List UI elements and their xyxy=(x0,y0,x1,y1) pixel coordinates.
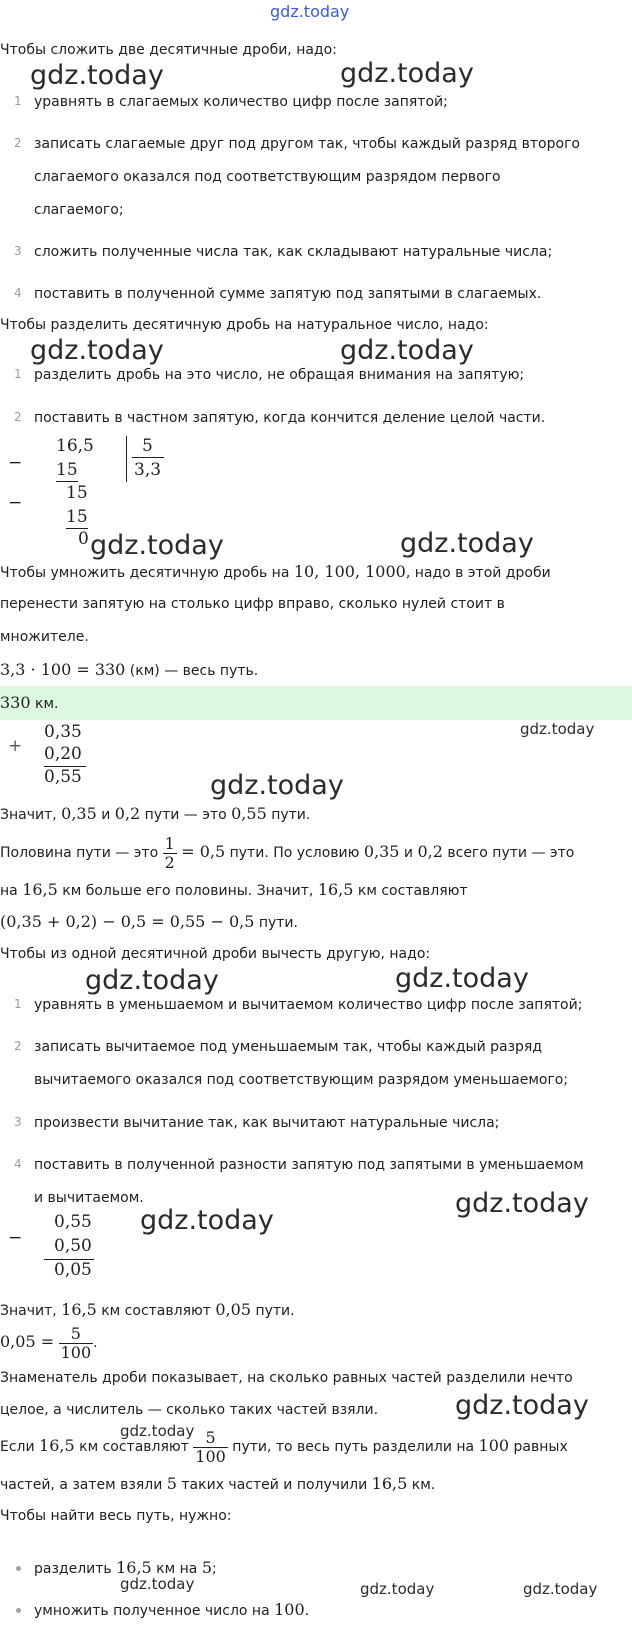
subtrahend: 0,50 xyxy=(54,1236,92,1256)
watermark: gdz.today xyxy=(523,1580,598,1598)
watermark: gdz.today xyxy=(120,1575,195,1593)
watermark: gdz.today xyxy=(30,60,164,91)
watermark: gdz.today xyxy=(340,335,474,366)
watermark: gdz.today xyxy=(90,530,224,561)
division-bar xyxy=(126,436,127,482)
list-number: 3 xyxy=(14,244,22,258)
text-line: Значит, 0,35 и 0,2 пути — это 0,55 пути. xyxy=(0,804,311,823)
subtrahend: 15 xyxy=(56,460,78,480)
text-line: 0,05 = $\frac{5}{100}$ . xyxy=(0,1323,98,1360)
watermark: gdz.today xyxy=(520,720,595,738)
minus-sign: − xyxy=(8,1228,23,1248)
text-line: Значит, 16,5 км составляют 0,05 пути. xyxy=(0,1300,295,1319)
minus-sign: − xyxy=(8,493,23,513)
list-number: 1 xyxy=(14,94,22,108)
sub-rule-intro: Чтобы из одной десятичной дроби вычесть другую, надо: xyxy=(0,946,431,962)
list-number: 4 xyxy=(14,1157,22,1171)
text-line: на 16,5 км больше его половины. Значит, 16,5 км составляют xyxy=(0,880,468,899)
div-rule-intro: Чтобы разделить десятичную дробь на натуральное число, надо: xyxy=(0,317,489,333)
text-line: (0,35 + 0,2) − 0,5 = 0,55 − 0,5 пути. xyxy=(0,912,298,931)
list-number: 1 xyxy=(14,367,22,381)
text-line: частей, а затем взяли 5 таких частей и получили 16,5 км. xyxy=(0,1474,436,1493)
divisor-line xyxy=(132,457,164,458)
fraction: $\frac{5}{100}$ xyxy=(195,1427,226,1466)
watermark: gdz.today xyxy=(210,770,344,801)
mul-rule-line: Чтобы умножить десятичную дробь на 10, 100, 1000, надо в этой дроби xyxy=(0,562,551,581)
text-line: Знаменатель дроби показывает, на сколько равных частей разделили нечто xyxy=(0,1370,573,1386)
add-rule-intro: Чтобы сложить две десятичные дроби, надо: xyxy=(0,42,337,58)
fraction: $\frac{5}{100}$ xyxy=(60,1323,92,1360)
list-number: 4 xyxy=(14,286,22,300)
watermark: gdz.today xyxy=(120,1422,195,1440)
remainder: 15 xyxy=(66,483,88,503)
text-line: Половина пути — это $\frac{1}{2}$ = 0,5 пути. По условию 0,35 и 0,2 всего пути — это xyxy=(0,833,575,872)
mul-rule-line: перенести запятую на столько цифр вправо, сколько нулей стоит в xyxy=(0,596,505,612)
difference: 0,05 xyxy=(54,1260,92,1280)
column-addition xyxy=(0,722,120,792)
watermark: gdz.today xyxy=(85,965,219,996)
watermark: gdz.today xyxy=(455,1188,589,1219)
list-number: 2 xyxy=(14,410,22,424)
dividend: 16,5 xyxy=(56,436,94,456)
watermark: gdz.today xyxy=(455,1390,589,1421)
column-subtraction xyxy=(0,1212,140,1282)
text-line: Чтобы найти весь путь, нужно: xyxy=(0,1508,232,1524)
addend: 0,20 xyxy=(44,744,82,764)
minuend: 0,55 xyxy=(54,1212,92,1232)
answer-text: 330 км. xyxy=(0,693,59,712)
calculation: 3,3 · 100 = 330 (км) — весь путь. xyxy=(0,660,259,679)
divisor: 5 xyxy=(142,436,153,456)
plus-sign: + xyxy=(8,736,23,756)
remainder: 0 xyxy=(78,529,89,549)
text-line: Если 16,5 км составляют $\frac{5}{100}$ пути, то весь путь разделили на 100 равных xyxy=(0,1427,568,1466)
list-number: 1 xyxy=(14,997,22,1011)
watermark: gdz.today xyxy=(30,335,164,366)
answer-box xyxy=(0,686,632,720)
bullet xyxy=(16,1608,21,1613)
subtrahend: 15 xyxy=(66,507,88,527)
fraction: $\frac{1}{2}$ xyxy=(164,833,175,872)
bullet xyxy=(16,1566,21,1571)
watermark: gdz.today xyxy=(400,528,534,559)
list-number: 3 xyxy=(14,1115,22,1129)
watermark: gdz.today xyxy=(140,1205,274,1236)
quotient: 3,3 xyxy=(134,460,162,480)
underline xyxy=(56,481,78,482)
watermark: gdz.today xyxy=(360,1580,435,1598)
addend: 0,35 xyxy=(44,722,82,742)
watermark-top: gdz.today xyxy=(270,2,350,21)
watermark: gdz.today xyxy=(340,58,474,89)
text-line: целое, а числитель — сколько таких частей взяли. xyxy=(0,1402,379,1418)
mul-rule-line: множителе. xyxy=(0,629,89,645)
watermark: gdz.today xyxy=(395,963,529,994)
sum: 0,55 xyxy=(44,767,82,787)
list-number: 2 xyxy=(14,1039,22,1053)
list-number: 2 xyxy=(14,136,22,150)
minus-sign: − xyxy=(8,453,23,473)
